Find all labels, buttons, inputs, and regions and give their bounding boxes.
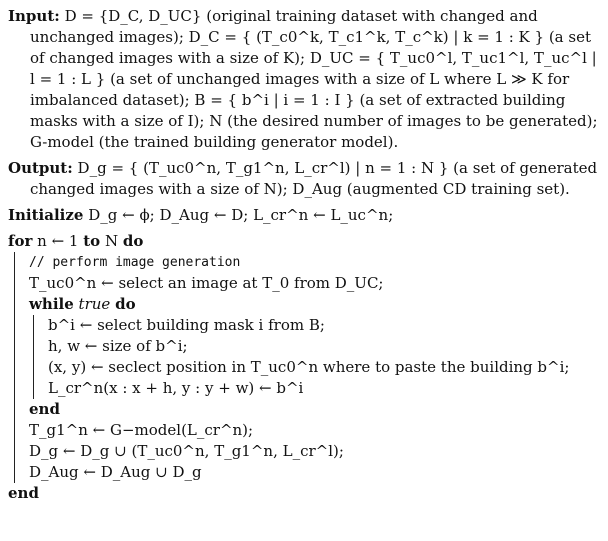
output-section bbox=[8, 158, 602, 200]
initialize-keyword: Initialize bbox=[8, 206, 84, 224]
while-keyword: while bbox=[29, 295, 74, 313]
initialize-text: D_g ← ϕ; D_Aug ← D; L_cr^n ← L_uc^n; bbox=[88, 206, 394, 224]
to-keyword: to bbox=[83, 232, 101, 250]
for-range-start: n ← 1 bbox=[37, 232, 79, 250]
select-image-line: T_uc0^n ← select an image at T_0 from D_UC; bbox=[29, 274, 384, 292]
for-range-end: N bbox=[104, 232, 119, 250]
generate-line: T_g1^n ← G−model(L_cr^n); bbox=[29, 421, 254, 439]
initialize-line bbox=[8, 205, 602, 226]
output-text: D_g = { (T_uc0^n, T_g1^n, L_cr^l) | n = 1 : N } (a set of generated changed images with a size of N); D_Aug (augmented CD training set). bbox=[30, 159, 598, 198]
while-do-keyword: do bbox=[115, 295, 136, 313]
input-section bbox=[8, 6, 602, 153]
select-mask-line: b^i ← select building mask i from B; bbox=[48, 316, 325, 334]
input-text: D = {D_C, D_UC} (original training dataset with changed and unchanged images); D_C = { (T_c0^k, T_c1^k, T_c^k) | k = 1 : K } (a set of changed images with a size of K); D_UC = { T_uc0^l, T_uc1^l, T_uc^l | l = 1 : L } (a set of unchanged images with a size of L where L ≫ K for imbalanced dataset); B = { b^i | i = 1 : I } (a set of extracted building masks with a size of I); N (the desired number of images to be generated); G-model (the trained building generator model). bbox=[30, 7, 598, 151]
union-daug-line: D_Aug ← D_Aug ∪ D_g bbox=[29, 463, 202, 481]
comment-line: // perform image generation bbox=[29, 255, 241, 270]
while-condition: true bbox=[78, 295, 111, 313]
paste-line: L_cr^n(x : x + h, y : y + w) ← b^i bbox=[48, 379, 304, 397]
for-header bbox=[8, 231, 602, 252]
end-while-keyword: end bbox=[29, 400, 60, 418]
output-label: Output: bbox=[8, 159, 73, 177]
size-line: h, w ← size of b^i; bbox=[48, 337, 188, 355]
for-keyword: for bbox=[8, 232, 33, 250]
for-body bbox=[14, 252, 602, 483]
while-body bbox=[33, 315, 602, 399]
end-for-keyword: end bbox=[8, 484, 39, 502]
input-label: Input: bbox=[8, 7, 60, 25]
while-header bbox=[29, 294, 602, 315]
position-line: (x, y) ← seclect position in T_uc0^n where to paste the building b^i; bbox=[48, 358, 570, 376]
do-keyword: do bbox=[122, 232, 144, 250]
union-dg-line: D_g ← D_g ∪ (T_uc0^n, T_g1^n, L_cr^l); bbox=[29, 442, 344, 460]
